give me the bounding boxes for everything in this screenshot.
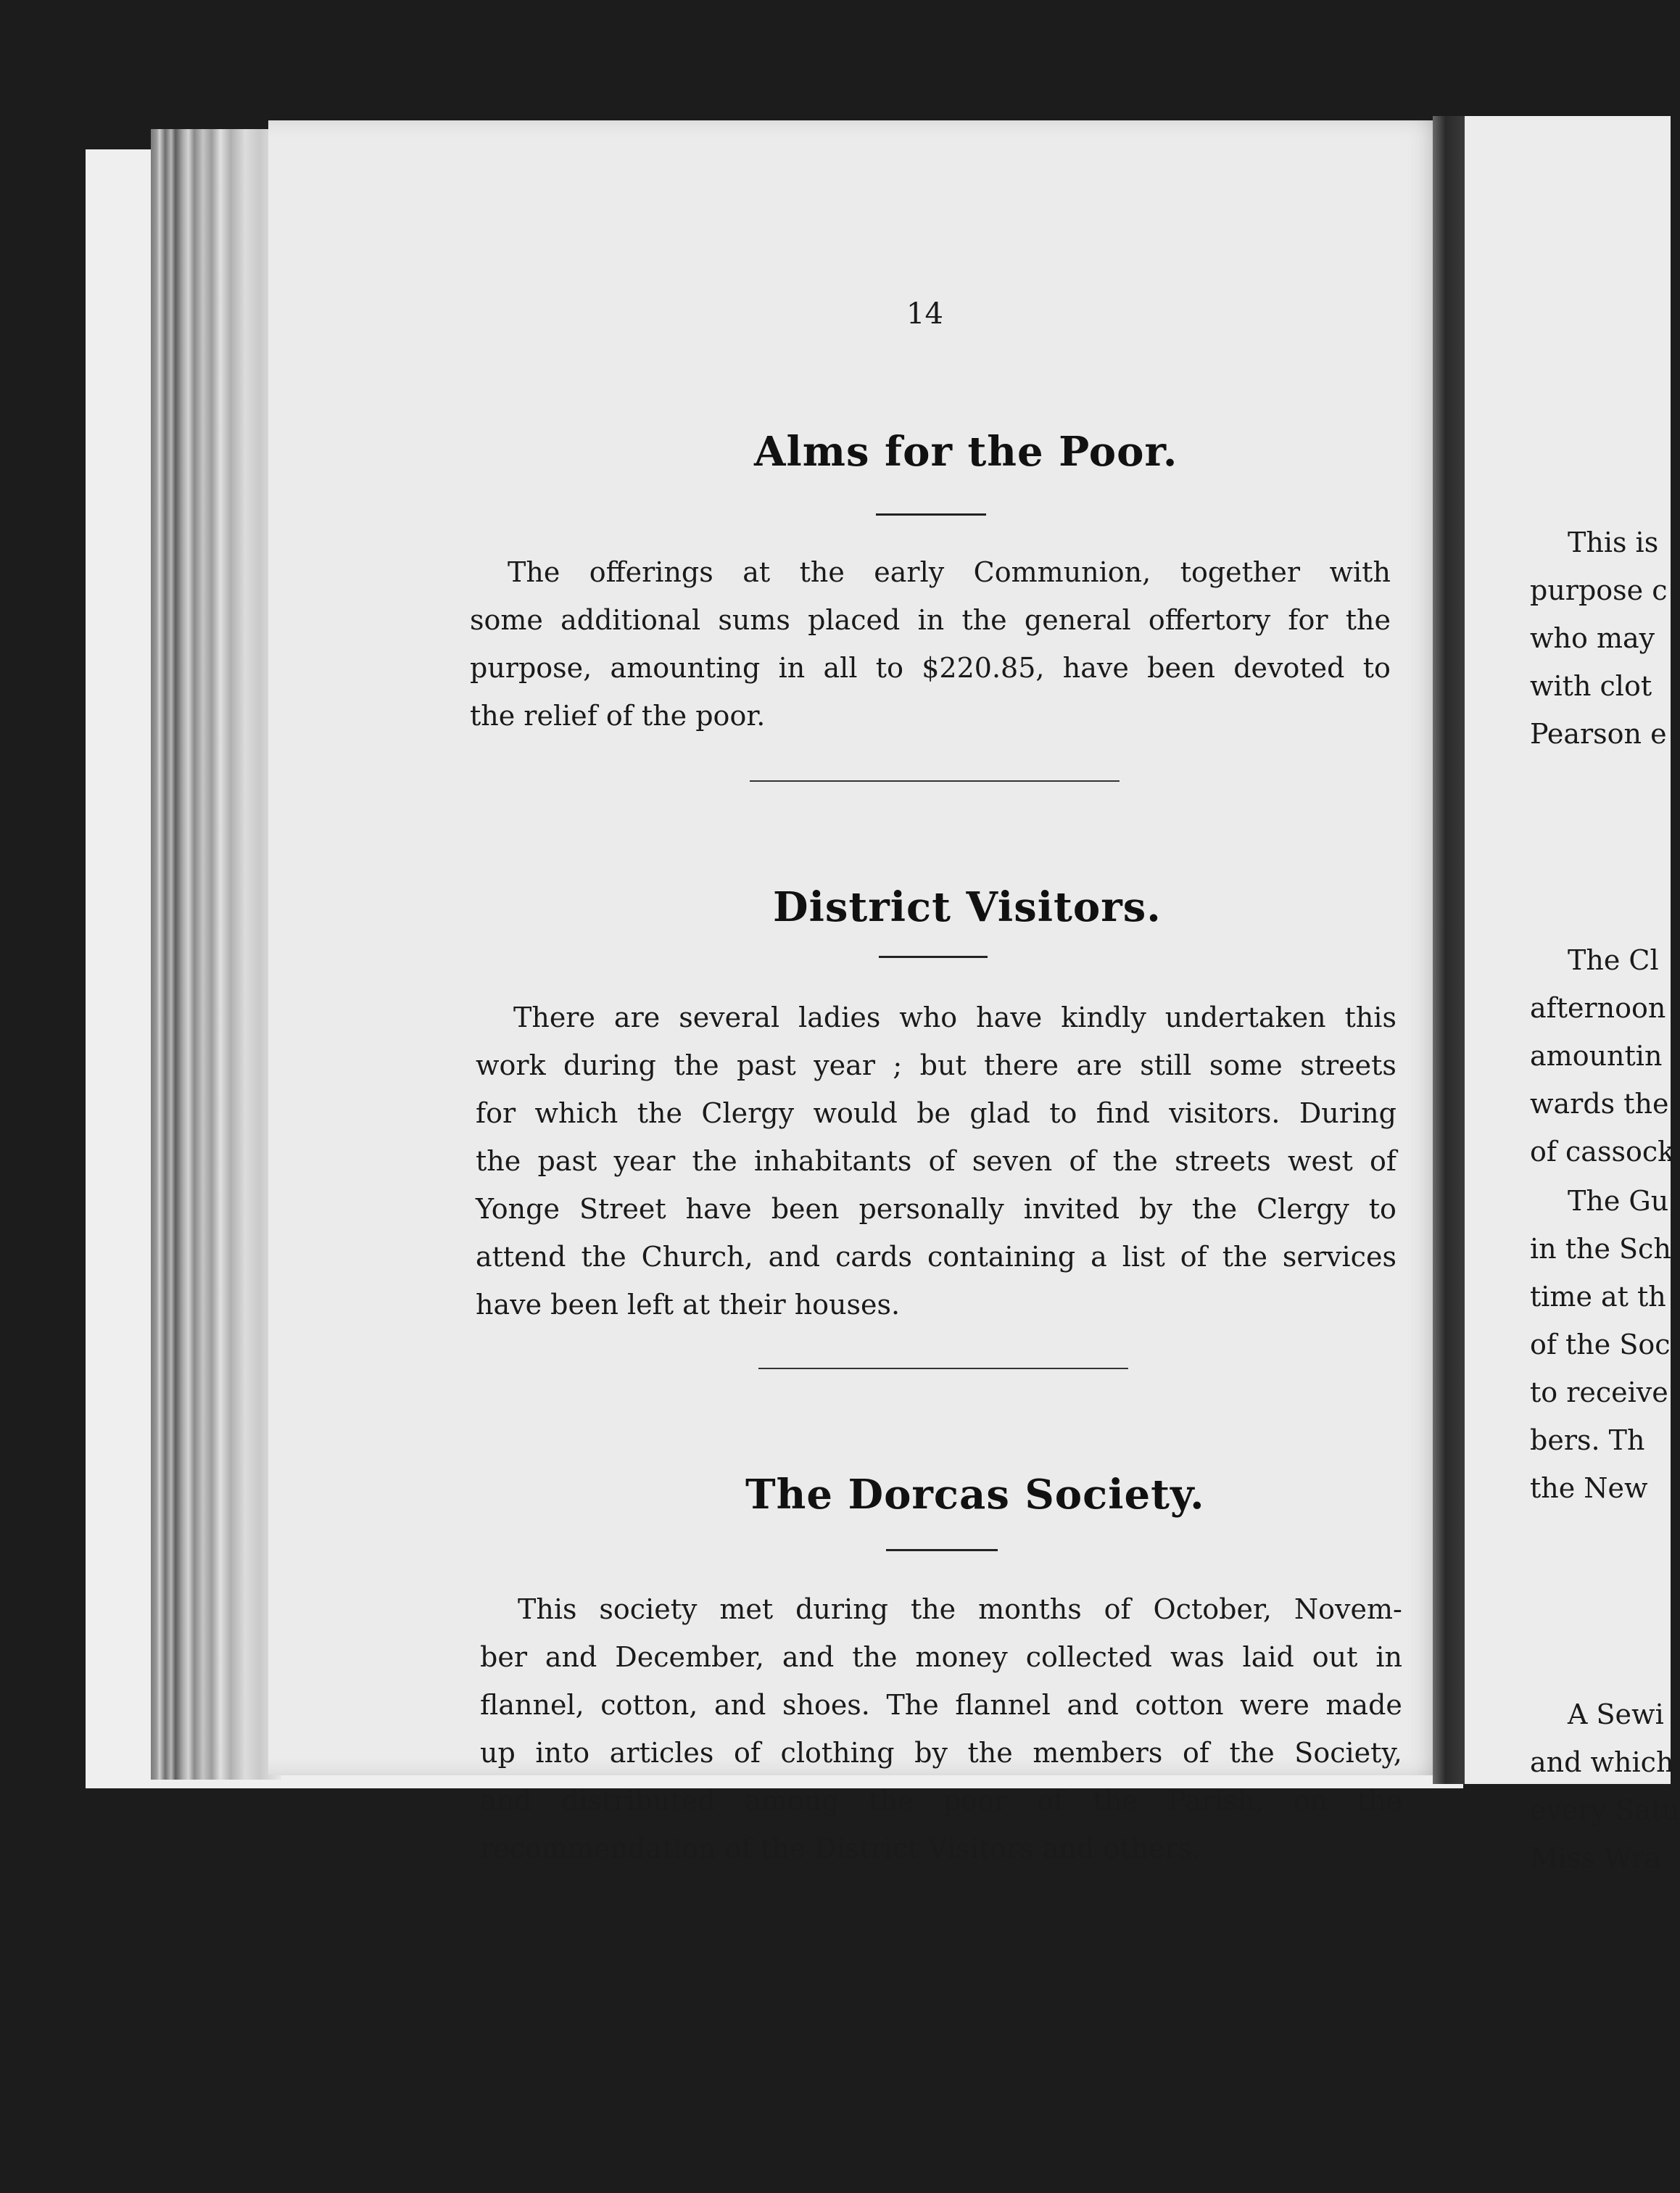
text-line: for which the Clergy would be glad to find visitors. During bbox=[476, 1097, 1396, 1129]
heading-underline bbox=[886, 1549, 998, 1551]
section-divider bbox=[750, 780, 1120, 782]
text-line: some additional sums placed in the general offertory for the bbox=[470, 604, 1391, 636]
text-fragment: of cassock bbox=[1530, 1136, 1675, 1168]
text-line: flannel, cotton, and shoes. The flannel and cotton were made bbox=[480, 1689, 1402, 1721]
text-fragment: bers. Th bbox=[1530, 1424, 1645, 1456]
text-line: This society met during the months of October, Novem- bbox=[518, 1593, 1402, 1625]
text-fragment: The Cl bbox=[1568, 944, 1659, 976]
text-fragment: This is bbox=[1568, 526, 1659, 558]
right-page bbox=[1465, 116, 1680, 1874]
text-fragment: who may bbox=[1530, 622, 1655, 654]
text-line: the past year the inhabitants of seven of the streets west of bbox=[476, 1145, 1396, 1177]
text-fragment: Miss Wra bbox=[1530, 1842, 1661, 1874]
text-fragment: The Gu bbox=[1568, 1185, 1669, 1217]
text-fragment: the New bbox=[1530, 1472, 1648, 1504]
text-line: The offerings at the early Communion, together with bbox=[508, 556, 1391, 588]
heading-underline bbox=[879, 956, 988, 958]
text-fragment: with clot bbox=[1530, 670, 1652, 702]
text-line: up into articles of clothing by the members of the Society, bbox=[480, 1737, 1402, 1769]
text-fragment: in the Sch bbox=[1530, 1233, 1671, 1265]
section-heading-alms: Alms for the Poor. bbox=[754, 428, 1178, 476]
paragraph-district-visitors bbox=[476, 994, 1396, 1329]
section-divider bbox=[758, 1368, 1128, 1369]
text-line: ber and December, and the money collected was laid out in bbox=[480, 1641, 1402, 1673]
page-edges bbox=[151, 129, 281, 1780]
paragraph-alms bbox=[470, 548, 1391, 740]
text-fragment: time at th bbox=[1530, 1281, 1666, 1313]
text-fragment: wards the bbox=[1530, 1088, 1669, 1120]
section-heading-dorcas-society: The Dorcas Society. bbox=[745, 1471, 1205, 1519]
page-number: 14 bbox=[906, 297, 943, 331]
book-gutter bbox=[1433, 116, 1465, 1784]
text-fragment: amountin bbox=[1530, 1040, 1663, 1072]
text-fragment: A Sewi bbox=[1568, 1698, 1664, 1730]
text-fragment: afternoon bbox=[1530, 992, 1666, 1024]
paragraph-dorcas-society bbox=[480, 1585, 1402, 1872]
text-fragment: Pearson e bbox=[1530, 718, 1667, 750]
text-line: purpose, amounting in all to $220.85, have been devoted to bbox=[470, 652, 1391, 684]
text-fragment: every Satu bbox=[1530, 1794, 1680, 1826]
text-fragment: and which bbox=[1530, 1746, 1674, 1778]
text-line: have been left at their houses. bbox=[476, 1289, 901, 1321]
heading-underline bbox=[876, 513, 986, 516]
text-line: and distributed among the poor of the Parish, on the bbox=[480, 1785, 1402, 1817]
section-heading-district-visitors: District Visitors. bbox=[773, 883, 1162, 931]
text-line: There are several ladies who have kindly undertaken this bbox=[513, 1001, 1396, 1033]
left-page bbox=[268, 120, 1447, 1775]
text-fragment: of the Soc bbox=[1530, 1329, 1671, 1360]
text-fragment: purpose c bbox=[1530, 574, 1668, 606]
text-fragment: to receive bbox=[1530, 1376, 1668, 1408]
text-line: attend the Church, and cards containing a list of the services bbox=[476, 1241, 1396, 1273]
text-line: Yonge Street have been personally invited by the Clergy to bbox=[476, 1193, 1396, 1225]
text-line: work during the past year ; but there are still some streets bbox=[476, 1049, 1396, 1081]
text-line: the relief of the poor. bbox=[470, 700, 766, 732]
text-line: recommendation of the District Visitors and others. bbox=[480, 1833, 1201, 1864]
